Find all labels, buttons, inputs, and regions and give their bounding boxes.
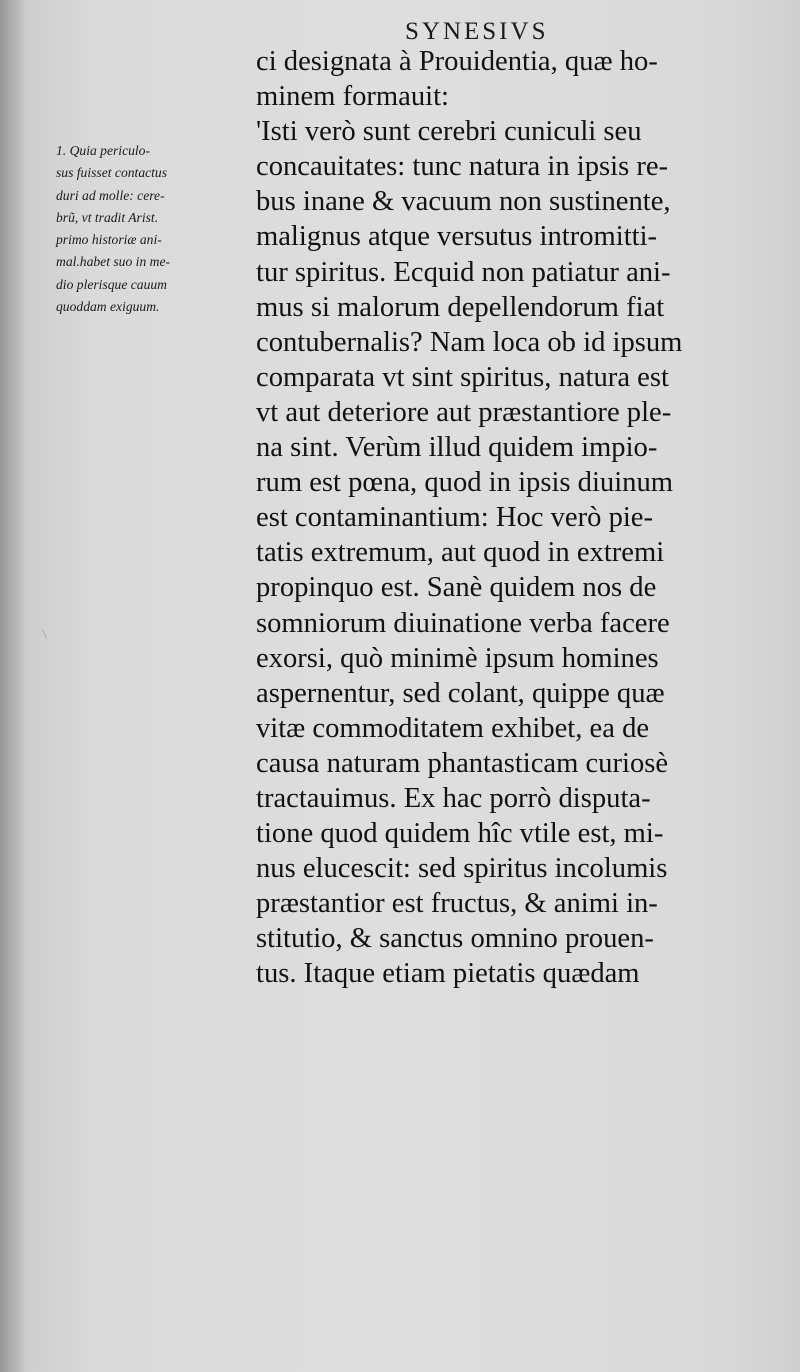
main-text-block: [256, 44, 786, 992]
running-head: SYNESIVS: [405, 18, 549, 45]
marginal-note-line: mal.habet suo in me-: [56, 254, 171, 270]
text-line: causa naturam phantasticam curiosè: [256, 747, 669, 779]
text-line: 'Isti verò sunt cerebri cuniculi seu: [256, 116, 642, 148]
text-line: bus inane & vacuum non sustinente,: [256, 186, 671, 218]
marginal-note-line: brũ, vt tradit Arist.: [56, 209, 159, 225]
text-line: na sint. Verùm illud quidem impio-: [256, 432, 658, 464]
marginal-note: [56, 140, 256, 318]
text-line: exorsi, quò minimè ipsum homines: [256, 642, 659, 674]
text-line: est contaminantium: Hoc verò pie-: [256, 502, 654, 534]
pen-mark: [42, 627, 53, 639]
text-line: contubernalis? Nam loca ob id ipsum: [256, 326, 683, 358]
text-line: vitæ commoditatem exhibet, ea de: [256, 712, 650, 744]
marginal-note-line: 1. Quia periculo-: [56, 143, 151, 158]
text-line: propinquo est. Sanè quidem nos de: [256, 572, 657, 604]
marginal-note-line: dio plerisque cauum: [56, 276, 168, 292]
text-line: tur spiritus. Ecquid non patiatur ani-: [256, 256, 671, 288]
text-line: rum est pœna, quod in ipsis diuinum: [256, 467, 673, 499]
gutter-shadow: [0, 0, 26, 1372]
marginal-note-line: quoddam exiguum.: [56, 299, 160, 315]
text-line: somniorum diuinatione verba facere: [256, 607, 670, 639]
text-line: comparata vt sint spiritus, natura est: [256, 361, 669, 393]
marginal-note-line: sus fuisset contactus: [56, 165, 168, 181]
text-line: mus si malorum depellendorum fiat: [256, 291, 665, 323]
text-line: minem formauit:: [256, 81, 449, 113]
text-line: præstantior est fructus, & animi in-: [256, 888, 658, 920]
text-line: concauitates: tunc natura in ipsis re-: [256, 151, 669, 183]
text-line: tus. Itaque etiam pietatis quædam: [256, 958, 640, 990]
marginal-note-line: primo historiæ ani-: [56, 232, 162, 248]
text-line: ci designata à Prouidentia, quæ ho-: [256, 46, 658, 77]
text-line: tatis extremum, aut quod in extremi: [256, 537, 665, 569]
text-line: malignus atque versutus intromitti-: [256, 221, 658, 253]
text-line: aspernentur, sed colant, quippe quæ: [256, 677, 665, 709]
text-line: tractauimus. Ex hac porrò disputa-: [256, 782, 651, 814]
text-line: tione quod quidem hîc vtile est, mi-: [256, 818, 664, 850]
text-line: nus elucescit: sed spiritus incolumis: [256, 853, 668, 885]
marginal-note-line: duri ad molle: cere-: [56, 187, 165, 203]
text-line: stitutio, & sanctus omnino prouen-: [256, 923, 654, 955]
text-line: vt aut deteriore aut præstantiore ple-: [256, 396, 672, 428]
